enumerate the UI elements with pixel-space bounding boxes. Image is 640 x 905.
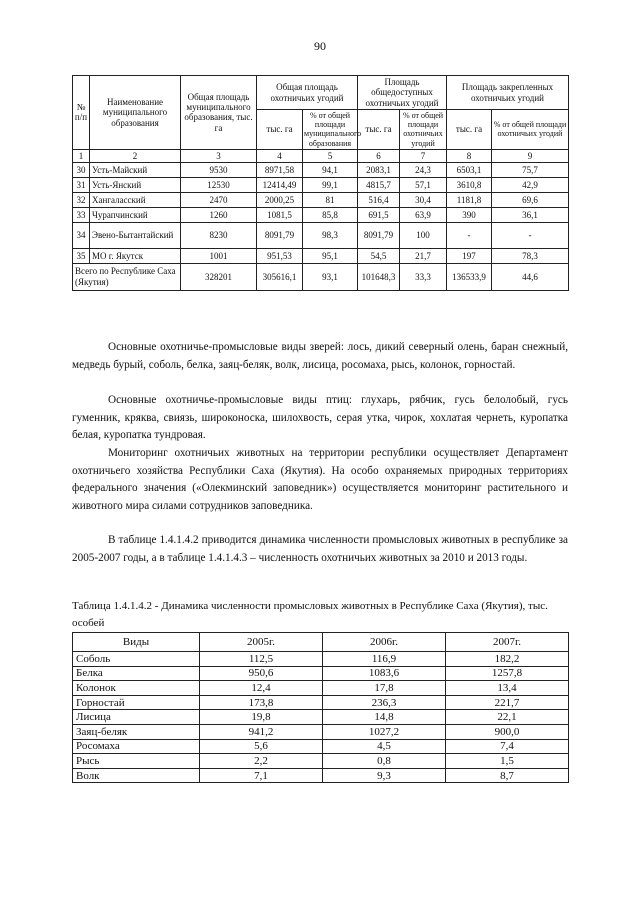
row-number: 30 (73, 162, 90, 177)
col-area-header: Общая площадь муниципального образования, тыс. га (181, 76, 257, 150)
table-row (73, 681, 569, 696)
table-row (73, 768, 569, 783)
table-cell: 21,7 (400, 248, 447, 263)
species-name: Колонок (73, 681, 200, 696)
table-cell: 950,6 (200, 666, 323, 681)
table-cell: 24,3 (400, 162, 447, 177)
sub-header-tys-ga: тыс. га (257, 110, 303, 150)
table-cell: 30,4 (400, 192, 447, 207)
table-cell: 93,1 (303, 263, 358, 290)
table-cell: 136533,9 (447, 263, 492, 290)
sub-header-tys-ga: тыс. га (358, 110, 400, 150)
sub-header-tys-ga: тыс. га (447, 110, 492, 150)
public-area-group-header: Площадь общедоступных охотничьих угодий (358, 76, 447, 110)
table-cell: 1001 (181, 248, 257, 263)
table-cell: 4815,7 (358, 177, 400, 192)
col-2005-header: 2005г. (200, 633, 323, 652)
table-cell: 101648,3 (358, 263, 400, 290)
row-number: 35 (73, 248, 90, 263)
table-cell: 44,6 (492, 263, 569, 290)
table-row (73, 739, 569, 754)
col-species-header: Виды (73, 633, 200, 652)
table-cell: 99,1 (303, 177, 358, 192)
index-cell: 5 (303, 149, 358, 162)
table-cell: 81 (303, 192, 358, 207)
index-cell: 2 (90, 149, 181, 162)
table-cell: 328201 (181, 263, 257, 290)
table-cell: 8230 (181, 222, 257, 248)
table-cell: 236,3 (323, 695, 446, 710)
total-label: Всего по Республике Саха (Якутия) (73, 263, 181, 290)
paragraph-monitoring: Мониторинг охотничьих животных на территории республики осуществляет Департамент охотничьего хозяйства Республики Саха (Якутия). На особо охраняемых природных территориях федерального значения («Олекминский заповедник») осуществляется мониторинг растительного и животного мира силами сотрудников заповедника. (72, 447, 568, 512)
table-cell: 85,8 (303, 207, 358, 222)
index-cell: 8 (447, 149, 492, 162)
table-cell: 951,53 (257, 248, 303, 263)
table-cell: 1181,8 (447, 192, 492, 207)
table-cell: 54,5 (358, 248, 400, 263)
total-row (73, 263, 569, 290)
column-index-row (73, 149, 569, 162)
table-cell: 13,4 (446, 681, 569, 696)
row-number: 34 (73, 222, 90, 248)
table-row (73, 162, 569, 177)
row-name: Чурапчинский (90, 207, 181, 222)
table-cell: 17,8 (323, 681, 446, 696)
index-cell: 6 (358, 149, 400, 162)
table-cell: 173,8 (200, 695, 323, 710)
sub-header-pct-municipal: % от общей площади муниципального образования (304, 111, 362, 148)
table-cell: 42,9 (492, 177, 569, 192)
species-name: Горностай (73, 695, 200, 710)
table-cell: 1,5 (446, 754, 569, 769)
paragraph-mammals: Основные охотничье-промысловые виды зверей: лось, дикий северный олень, баран снежный, медведь бурый, соболь, белка, заяц-беляк, волк, лисица, росомаха, рысь, колонок, горностай. (72, 341, 568, 371)
table-cell: 8091,79 (257, 222, 303, 248)
table-cell: 116,9 (323, 652, 446, 667)
sub-header-pct-hunt: % от общей площади охотничьих угодий (400, 110, 447, 150)
species-name: Заяц-беляк (73, 724, 200, 739)
table-cell: 1257,8 (446, 666, 569, 681)
table-cell: 941,2 (200, 724, 323, 739)
col-2007-header: 2007г. (446, 633, 569, 652)
table-cell: 78,3 (492, 248, 569, 263)
table-cell: 305616,1 (257, 263, 303, 290)
table-cell: 1083,6 (323, 666, 446, 681)
page-number: 90 (314, 39, 326, 53)
hunt-area-group-header: Общая площадь охотничьих угодий (257, 76, 358, 110)
species-name: Соболь (73, 652, 200, 667)
col-2006-header: 2006г. (323, 633, 446, 652)
paragraph-table-reference: В таблице 1.4.1.4.2 приводится динамика численности промысловых животных в республике за 2005-2007 годы, а в таблице 1.4.1.4.3 – численность охотничьих животных за 2010 и 2013 годы. (72, 534, 568, 564)
table-cell: 36,1 (492, 207, 569, 222)
table-cell: 3610,8 (447, 177, 492, 192)
table-cell: 2000,25 (257, 192, 303, 207)
table-cell: 2,2 (200, 754, 323, 769)
table-cell: 390 (447, 207, 492, 222)
table-cell: - (447, 222, 492, 248)
table-cell: 112,5 (200, 652, 323, 667)
row-name: Хангаласский (90, 192, 181, 207)
species-name: Рысь (73, 754, 200, 769)
table-cell: 95,1 (303, 248, 358, 263)
table-row (73, 695, 569, 710)
table-cell: 197 (447, 248, 492, 263)
species-name: Волк (73, 768, 200, 783)
table-cell: 1027,2 (323, 724, 446, 739)
species-name: Белка (73, 666, 200, 681)
table-cell: 182,2 (446, 652, 569, 667)
table-cell: 8091,79 (358, 222, 400, 248)
index-cell: 7 (400, 149, 447, 162)
table-cell: 12,4 (200, 681, 323, 696)
col-number-header: № п/п (73, 76, 90, 150)
table-cell: 94,1 (303, 162, 358, 177)
table-cell: 2083,1 (358, 162, 400, 177)
sub-header-pct-hunt: % от общей площади охотничьих угодий (492, 110, 569, 150)
row-name: Усть-Майский (90, 162, 181, 177)
hunting-grounds-table (72, 75, 569, 291)
index-cell: 1 (73, 149, 90, 162)
table-cell: 57,1 (400, 177, 447, 192)
table-cell: 9530 (181, 162, 257, 177)
row-number: 31 (73, 177, 90, 192)
table-row (73, 207, 569, 222)
table-cell: - (492, 222, 569, 248)
table-row (73, 754, 569, 769)
row-name: Эвено-Бытантайский (90, 222, 181, 248)
col-name-header: Наименование муниципального образования (90, 76, 181, 150)
table-row (73, 666, 569, 681)
table-row (73, 248, 569, 263)
table-cell: 221,7 (446, 695, 569, 710)
table-cell: 2470 (181, 192, 257, 207)
table-cell: 12530 (181, 177, 257, 192)
table-cell: 5,6 (200, 739, 323, 754)
table-cell: 98,3 (303, 222, 358, 248)
table-cell: 100 (400, 222, 447, 248)
table-row (73, 177, 569, 192)
table-cell: 12414,49 (257, 177, 303, 192)
table-cell: 0,8 (323, 754, 446, 769)
table-cell: 6503,1 (447, 162, 492, 177)
table-cell: 9,3 (323, 768, 446, 783)
row-name: Усть-Янский (90, 177, 181, 192)
index-cell: 4 (257, 149, 303, 162)
table-cell: 1081,5 (257, 207, 303, 222)
table-cell: 8,7 (446, 768, 569, 783)
table-cell: 7,1 (200, 768, 323, 783)
table-cell: 22,1 (446, 710, 569, 725)
table-cell: 14,8 (323, 710, 446, 725)
table-cell: 900,0 (446, 724, 569, 739)
species-name: Лисица (73, 710, 200, 725)
table-cell: 33,3 (400, 263, 447, 290)
table-row (73, 222, 569, 248)
species-name: Росомаха (73, 739, 200, 754)
index-cell: 3 (181, 149, 257, 162)
table-cell: 516,4 (358, 192, 400, 207)
table-cell: 4,5 (323, 739, 446, 754)
table-row (73, 724, 569, 739)
table-cell: 8971,58 (257, 162, 303, 177)
table-cell: 7,4 (446, 739, 569, 754)
row-name: МО г. Якутск (90, 248, 181, 263)
paragraph-birds: Основные охотничье-промысловые виды птиц: глухарь, рябчик, гусь белолобый, гусь гуменник, кряква, свиязь, широконоска, шилохвость, серая утка, чирок, хохлатая чернеть, куропатка белая, куропатка тундровая. (72, 394, 568, 442)
animal-population-table (72, 632, 569, 783)
table-cell: 75,7 (492, 162, 569, 177)
table2-caption: Таблица 1.4.1.4.2 - Динамика численности промысловых животных в Республике Саха (Якутия), тыс. особей (72, 600, 548, 629)
index-cell: 9 (492, 149, 569, 162)
table-row (73, 652, 569, 667)
table-row (73, 710, 569, 725)
row-number: 33 (73, 207, 90, 222)
table-cell: 69,6 (492, 192, 569, 207)
fixed-area-group-header: Площадь закрепленных охотничьих угодий (447, 76, 569, 110)
table-row (73, 192, 569, 207)
table-cell: 63,9 (400, 207, 447, 222)
row-number: 32 (73, 192, 90, 207)
table-cell: 1260 (181, 207, 257, 222)
table-cell: 19,8 (200, 710, 323, 725)
table-cell: 691,5 (358, 207, 400, 222)
